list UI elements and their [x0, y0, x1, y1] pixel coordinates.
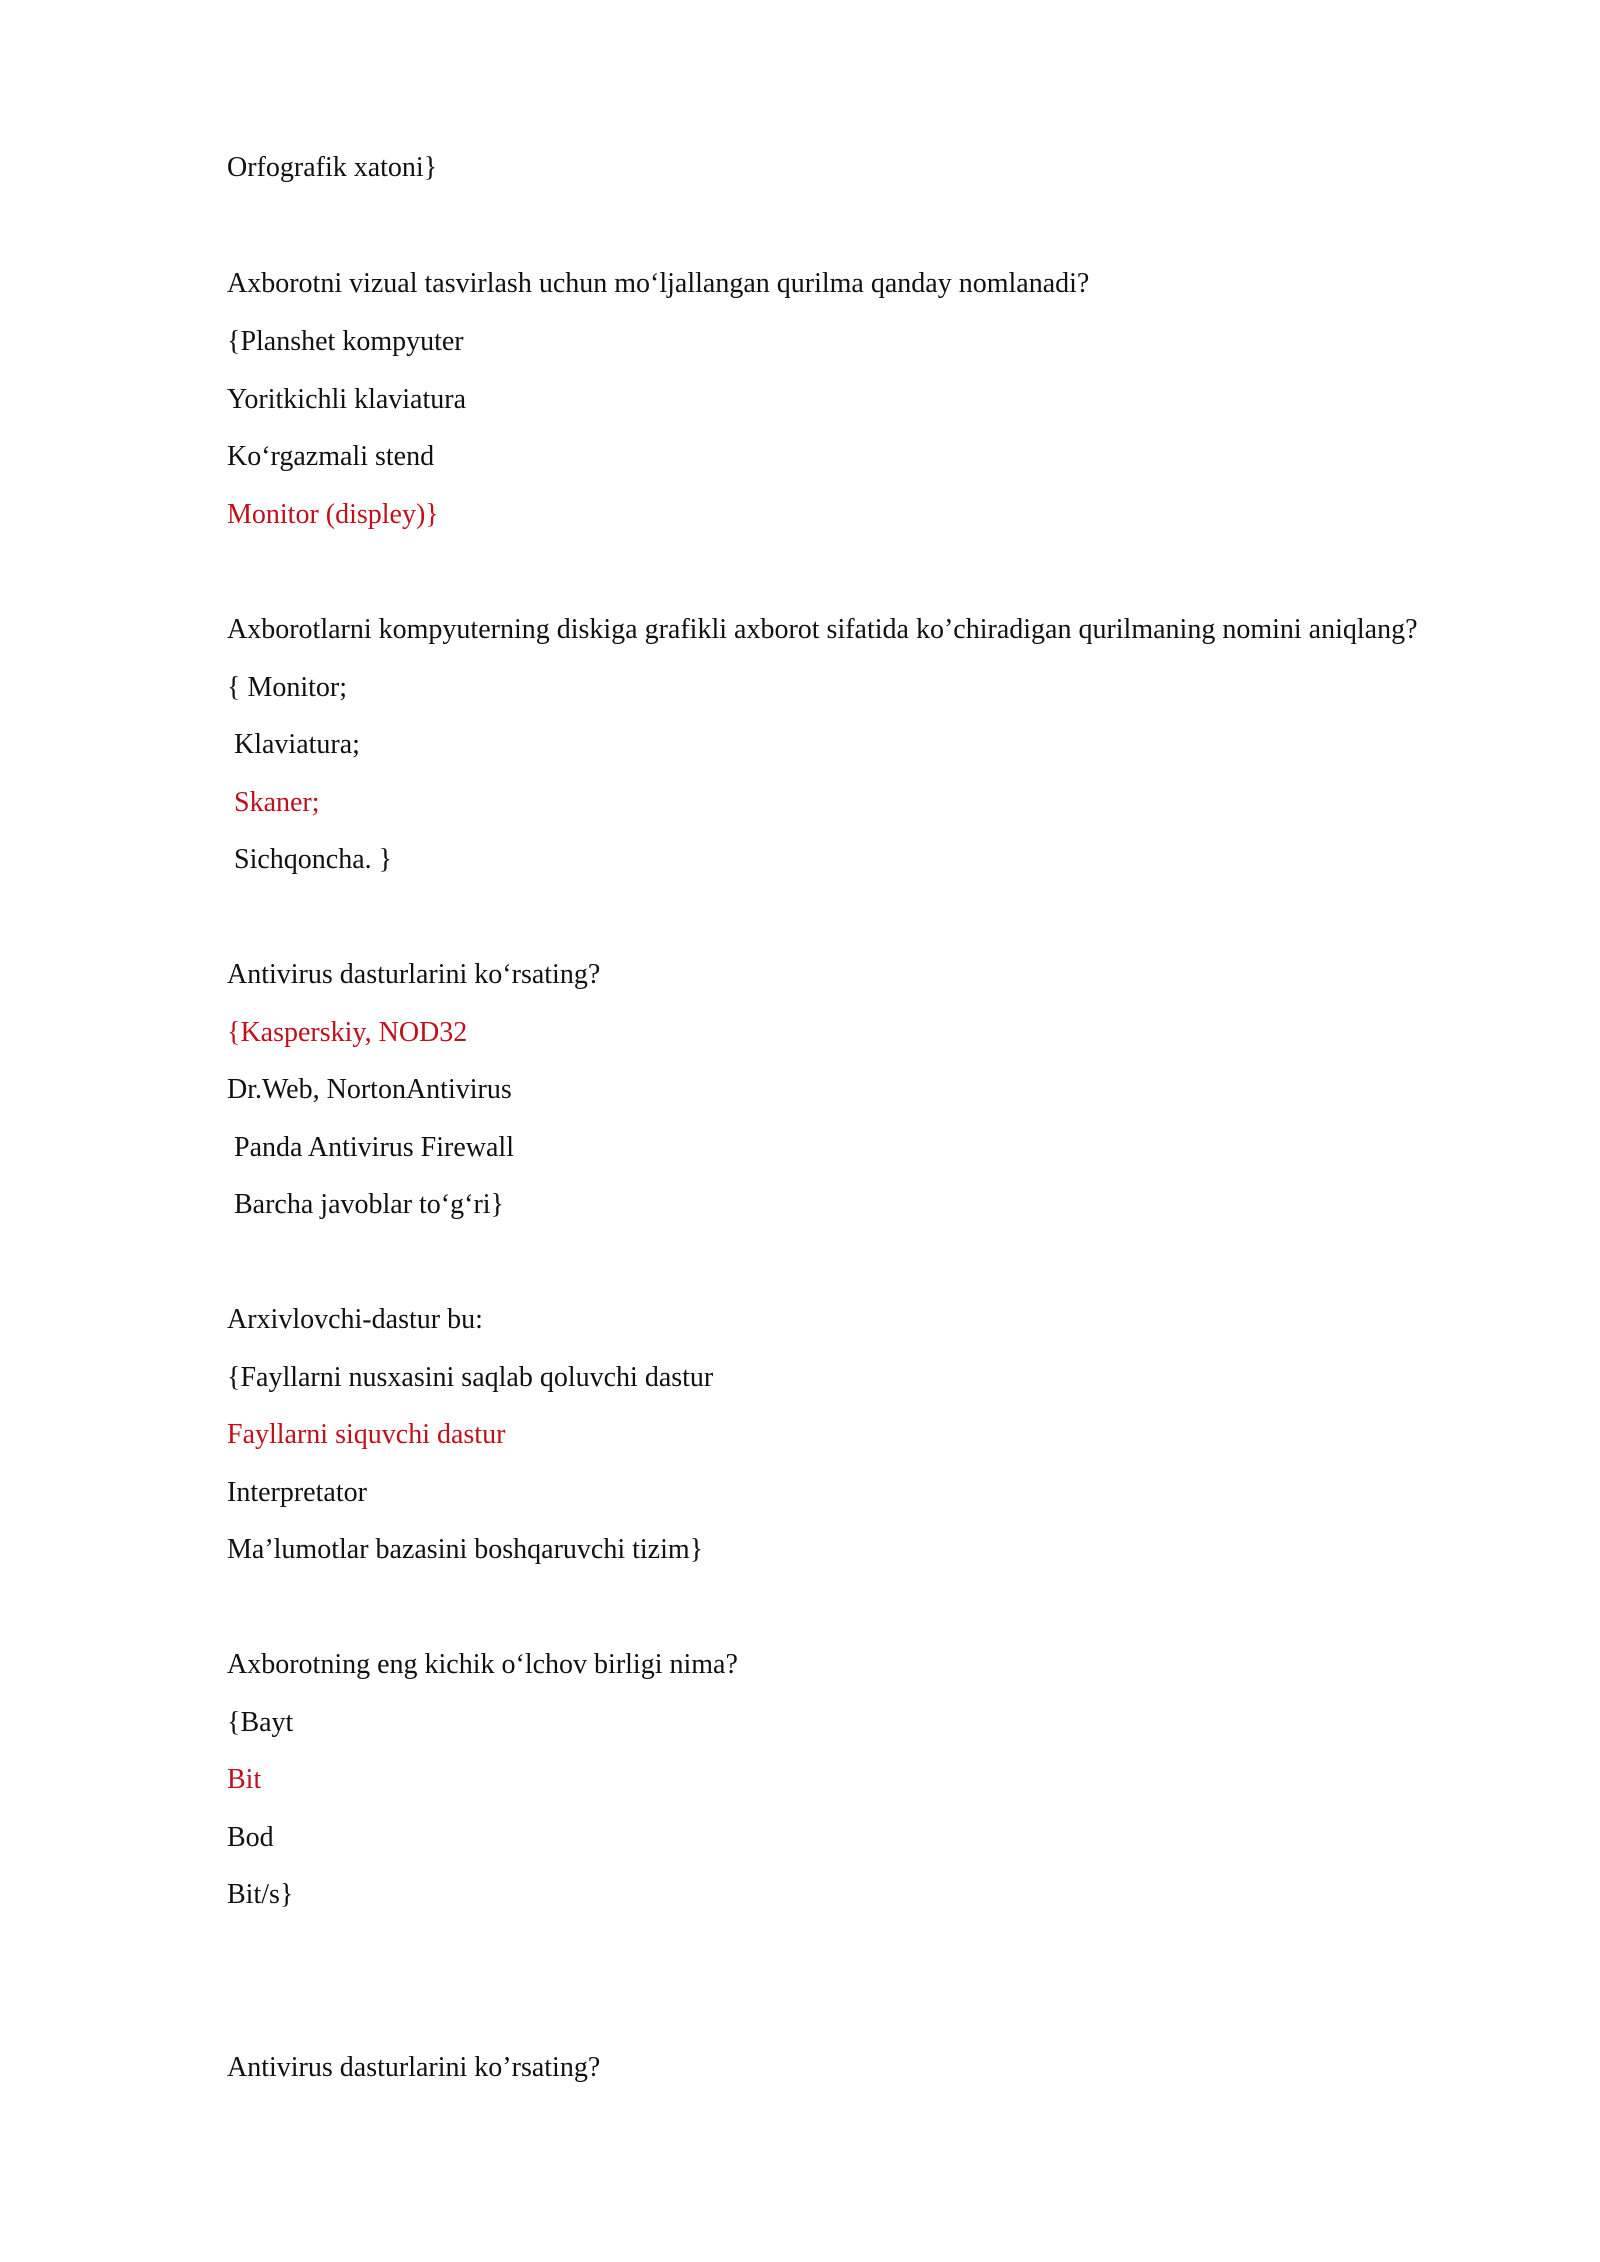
question-2-option-4: Sichqoncha. } [227, 844, 393, 875]
question-1-option-1: {Planshet kompyuter [227, 326, 464, 357]
question-5-option-4: Bit/s} [227, 1879, 294, 1910]
question-4-option-4: Ma’lumotlar bazasini boshqaruvchi tizim} [227, 1534, 704, 1565]
question-4-option-2-correct: Fayllarni siquvchi dastur [227, 1419, 506, 1450]
question-2-option-3-correct: Skaner; [227, 787, 320, 818]
question-2-option-1: { Monitor; [227, 672, 347, 703]
question-5-option-3: Bod [227, 1822, 274, 1853]
question-2-text: Axborotlarni kompyuterning diskiga grafikli axborot sifatida ko’chiradigan qurilmaning nomini aniqlang? [227, 614, 1418, 645]
question-4-option-3: Interpretator [227, 1477, 367, 1508]
question-1-option-4-correct: Monitor (displey)} [227, 499, 439, 530]
question-5-option-1: {Bayt [227, 1707, 294, 1738]
question-3-text: Antivirus dasturlarini ko‘rsating? [227, 959, 601, 990]
question-2-option-2: Klaviatura; [227, 729, 360, 760]
question-3-option-2: Dr.Web, NortonAntivirus [227, 1074, 512, 1105]
question-5-option-2-correct: Bit [227, 1764, 262, 1795]
question-3-option-4: Barcha javoblar to‘g‘ri} [227, 1189, 504, 1220]
question-5-text: Axborotning eng kichik o‘lchov birligi nima? [227, 1649, 738, 1680]
question-3-option-1-correct: {Kasperskiy, NOD32 [227, 1017, 468, 1048]
question-1-option-2: Yoritkichli klaviatura [227, 384, 467, 415]
question-4-option-1: {Fayllarni nusxasini saqlab qoluvchi dastur [227, 1362, 714, 1393]
fragment-text: Orfografik xatoni} [227, 152, 438, 183]
question-4-text: Arxivlovchi-dastur bu: [227, 1304, 483, 1335]
question-1-text: Axborotni vizual tasvirlash uchun mo‘ljallangan qurilma qanday nomlanadi? [227, 268, 1090, 299]
question-6-text: Antivirus dasturlarini ko’rsating? [227, 2052, 601, 2083]
question-1-option-3: Ko‘rgazmali stend [227, 441, 435, 472]
question-3-option-3: Panda Antivirus Firewall [227, 1132, 514, 1163]
